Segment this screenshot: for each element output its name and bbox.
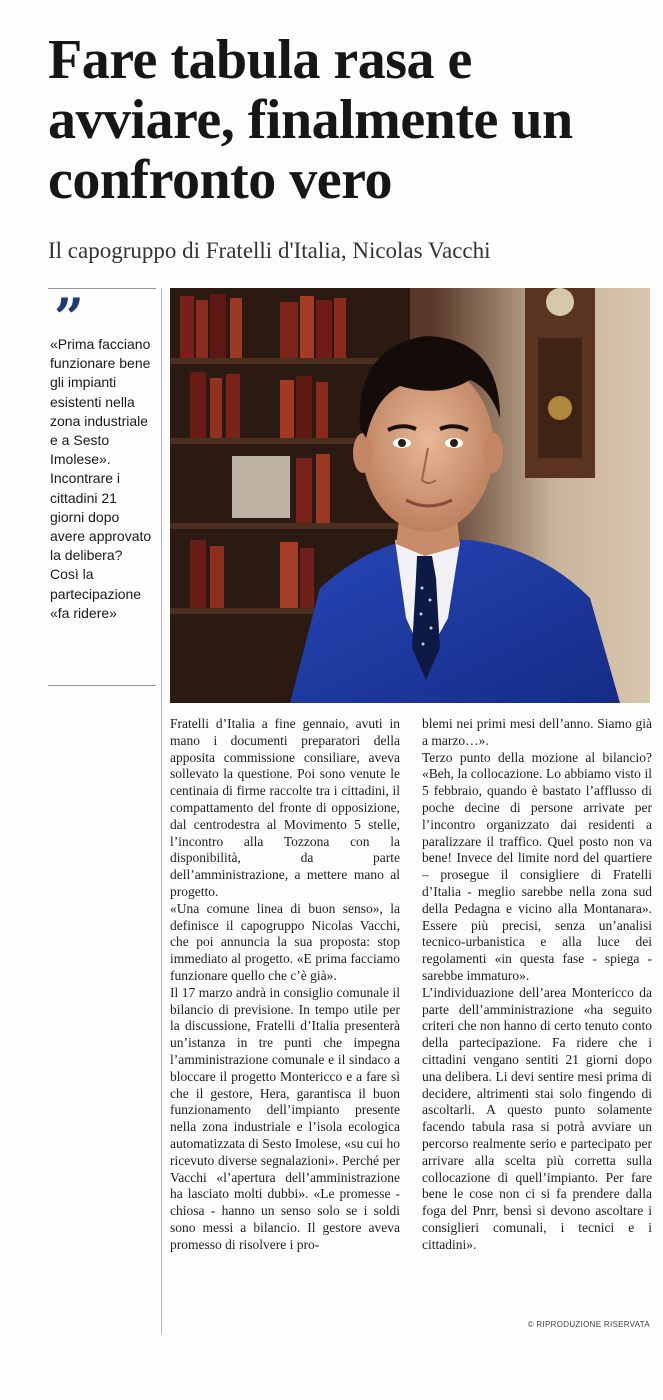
body-paragraph: Fratelli d’Italia a fine gennaio, avuti in mano i documenti preparatori della apposita commissione consiliare, aveva sollevato la questione. Poi sono venute le centinaia di firme raccolte tra i cittadini, il compattamento del fronte di opposizione, dal centrodestra al Movimento 5 stelle, l’incontro alla Tozzona con la disponibilità, da parte dell’amministrazione, a mettere mano al progetto.: [170, 716, 400, 899]
body-column-right: [422, 716, 652, 1254]
body-paragraph: Terzo punto della mozione al bilancio? «Beh, la collocazione. Lo abbiamo visto il 5 febbraio, quando è bastato l’afflusso di poche decine di persone arrivate per l’incontro organizzato dai residenti a paralizzare il traffico. Quel posto non va bene! Invece del limite nord del quartiere – prosegue il consigliere di Fratelli d’Italia - meglio sarebbe nella zona sud della Pedagna e vicino alla Montanara». Essere più precisi, senza un’analisi tecnico-urbanistica e alla luce dei regolamenti «in questa fase - spiega - sarebbe immaturo».: [422, 749, 652, 983]
body-paragraph: Il 17 marzo andrà in consiglio comunale il bilancio di previsione. In tempo utile per la discussione, Fratelli d’Italia presenterà un’istanza in tre punti che impegna l’amministrazione comunale e il sindaco a bloccare il progetto Montericco e a fare sì che il gestore, Hera, garantisca il buon funzionamento dell’impianto presente nella zona industriale e l’isola ecologica automatizzata di Sesto Imolese, «su cui ho ricevuto diverse segnalazioni». Perché per Vacchi «l’apertura dell’amministrazione ha lasciato molti dubbi». «Le promesse - chiosa - hanno un senso solo se i soldi sono messi a bilancio. Il gestore aveva promesso di risolvere i pro-: [170, 984, 400, 1252]
portrait-illustration: [170, 288, 650, 703]
body-column-left: [170, 716, 400, 1254]
portrait-photo: [170, 288, 650, 703]
body-paragraph: blemi nei primi mesi dell’anno. Siamo già a marzo…».: [422, 716, 652, 748]
headline: Fare tabula rasa e avviare, finalmente un confronto vero: [48, 29, 573, 211]
wall-clock: [525, 288, 595, 478]
quote-mark-icon: ”: [54, 288, 84, 349]
subtitle: Il capogruppo di Fratelli d'Italia, Nicolas Vacchi: [48, 238, 491, 263]
column-divider: [161, 288, 162, 1334]
pullquote-text: «Prima facciano funzionare bene gli impianti esistenti nella zona industriale e a Sesto Imolese». Incontrare i cittadini 21 giorni dopo avere approvato la delibera? Così la partecipazione «fa ridere»: [50, 336, 152, 621]
pullquote: [48, 288, 156, 686]
body-paragraph: L’individuazione dell’area Montericco da parte dell’amministrazione «ha seguito criteri che non hanno di certo tenuto conto della partecipazione. Fa ridere che i cittadini vengano sentiti 21 giorni dopo una delibera. Li devi sentire mesi prima di decidere, altrimenti stai solo fingendo di ascoltarli. A questo punto solamente facendo tabula rasa si potrà avviare un percorso realmente serio e partecipato per arrivare alla scelta più corretta sulla collocazione di quell’impianto. Per fare bene le cose non ci si fa prendere dalla foga del Pnrr, bensì si devono ascoltare i consiglieri comunali, i tecnici e i cittadini».: [422, 984, 652, 1252]
body-paragraph: «Una comune linea di buon senso», la definisce il capogruppo Nicolas Vacchi, che poi annuncia la sua proposta: stop immediato al progetto. «E prima facciamo funzionare quello che c’è già».: [170, 900, 400, 983]
copyright-notice: © RIPRODUZIONE RISERVATA: [527, 1320, 650, 1329]
